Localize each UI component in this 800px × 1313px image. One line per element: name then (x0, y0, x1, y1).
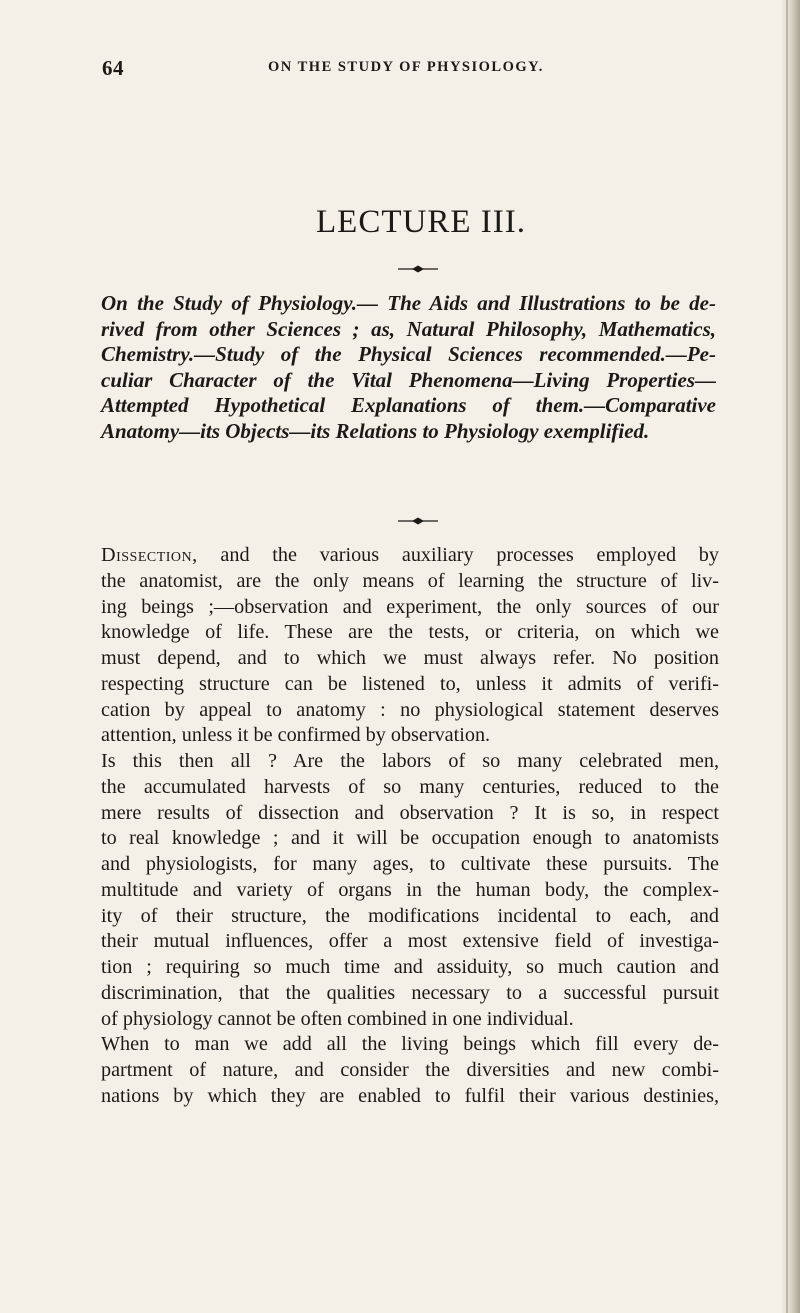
body-line: attention, unless it be confirmed by observation. (101, 724, 491, 747)
body-line: When to man we add all the living beings which fill every de- (101, 1033, 719, 1056)
body-line: respecting structure can be listened to, unless it admits of verifi- (101, 672, 719, 695)
ornament-rule-top (398, 264, 438, 274)
body-text (101, 543, 719, 1110)
running-head (102, 56, 702, 78)
body-line: of physiology cannot be often combined in one individual. (101, 1007, 574, 1030)
body-line-rest: and the various auxiliary processes employed by (197, 544, 719, 566)
ornament-rule-bottom (398, 516, 438, 526)
page-gutter-shadow (782, 0, 800, 1313)
body-line: ing beings ;—observation and experiment, the only sources of our (101, 595, 719, 618)
body-line: nations by which they are enabled to fulfil their various destinies, (101, 1084, 719, 1107)
summary-line: rived from other Sciences ; as, Natural Philosophy, Mathematics, (101, 316, 716, 341)
body-line: the accumulated harvests of so many centuries, reduced to the (101, 775, 719, 798)
summary-line: Chemistry.—Study of the Physical Sciences recommended.—Pe- (101, 342, 716, 366)
summary-line: Anatomy—its Objects—its Relations to Physiology exemplified. (101, 418, 650, 443)
body-line: knowledge of life. These are the tests, or criteria, on which we (101, 621, 719, 644)
body-line: mere results of dissection and observation ? It is so, in respect (101, 801, 719, 824)
lecture-summary (101, 291, 716, 444)
summary-line: On the Study of Physiology.— The Aids and Illustrations to be de- (101, 291, 716, 315)
summary-line: Attempted Hypothetical Explanations of them.—Comparative (101, 393, 716, 417)
body-line: Is this then all ? Are the labors of so many celebrated men, (101, 750, 719, 772)
body-line: must depend, and to which we must always refer. No position (101, 647, 719, 669)
running-title: ON THE STUDY OF PHYSIOLOGY. (268, 59, 544, 75)
body-line (101, 543, 719, 569)
body-line: multitude and variety of organs in the human body, the complex- (101, 878, 719, 901)
summary-line: culiar Character of the Vital Phenomena—Living Properties— (101, 367, 716, 392)
body-line: to real knowledge ; and it will be occupation enough to anatomists (101, 827, 719, 850)
body-line: their mutual influences, offer a most extensive field of investiga- (101, 930, 719, 953)
page-number: 64 (102, 56, 124, 80)
body-line: cation by appeal to anatomy : no physiological statement deserves (101, 698, 719, 721)
body-line: tion ; requiring so much time and assiduity, so much caution and (101, 956, 719, 978)
body-line: the anatomist, are the only means of learning the structure of liv- (101, 569, 719, 592)
body-line: discrimination, that the qualities necessary to a successful pursuit (101, 981, 719, 1004)
page-edge-line (786, 0, 788, 1313)
body-line: partment of nature, and consider the diversities and new combi- (101, 1059, 719, 1081)
body-line: and physiologists, for many ages, to cultivate these pursuits. The (101, 853, 719, 875)
body-line: ity of their structure, the modifications incidental to each, and (101, 904, 719, 927)
drop-word: Dissection, (101, 544, 198, 566)
lecture-title: LECTURE III. (316, 204, 526, 240)
